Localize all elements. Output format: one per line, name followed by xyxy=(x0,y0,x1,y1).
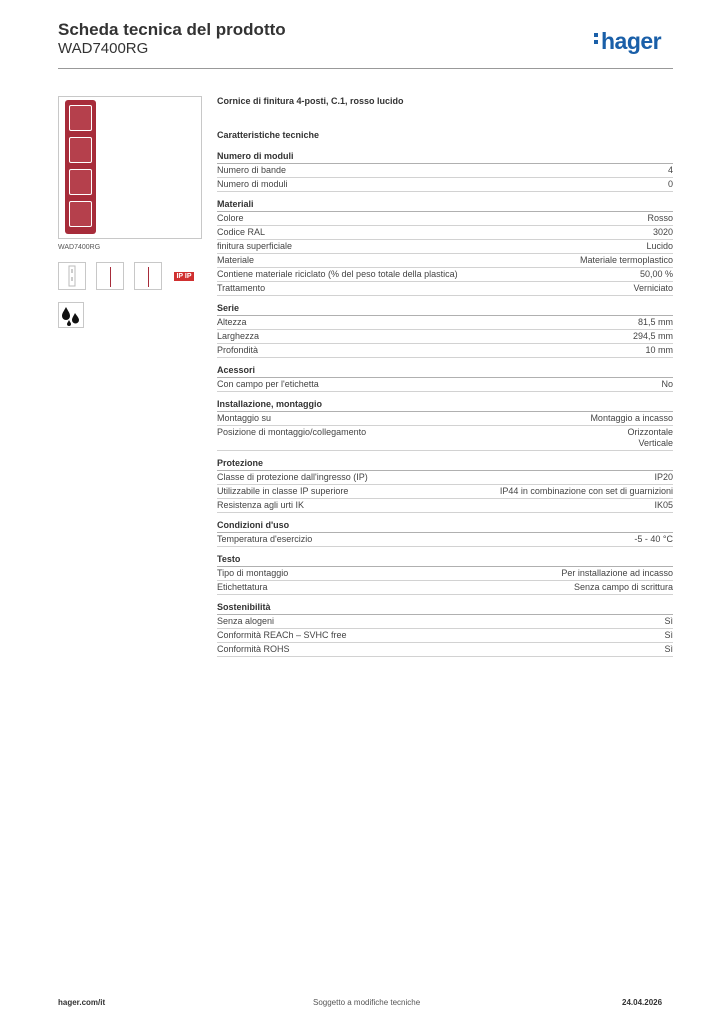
spec-value xyxy=(574,582,673,593)
spec-value xyxy=(500,486,673,497)
spec-value xyxy=(590,413,673,424)
spec-label: Trattamento xyxy=(217,283,266,293)
spec-label: Classe di protezione dall'ingresso (IP) xyxy=(217,472,368,482)
spec-value xyxy=(638,317,673,328)
spec-row xyxy=(217,212,673,226)
spec-section xyxy=(217,553,673,595)
logo-text: hager xyxy=(601,28,662,54)
spec-table xyxy=(217,150,673,663)
spec-value-line: -5 - 40 °C xyxy=(634,534,673,544)
spec-row xyxy=(217,344,673,358)
spec-label: finitura superficiale xyxy=(217,241,293,251)
spec-label: Temperatura d'esercizio xyxy=(217,534,313,544)
spec-value-line: 3020 xyxy=(652,227,673,237)
spec-value xyxy=(646,241,673,252)
footer-website[interactable]: hager.com/it xyxy=(58,998,106,1007)
frame-opening xyxy=(69,169,92,195)
switch-thumb-icon[interactable] xyxy=(58,262,86,290)
spec-value xyxy=(664,644,673,655)
logo-mark-icon xyxy=(594,30,598,47)
frame-opening xyxy=(69,137,92,163)
spec-row xyxy=(217,471,673,485)
spec-label: Numero di bande xyxy=(217,165,287,175)
spec-section xyxy=(217,457,673,513)
spec-value xyxy=(654,472,673,483)
section-heading: Condizioni d'uso xyxy=(217,519,673,533)
spec-value-line: Rosso xyxy=(647,213,673,223)
spec-value xyxy=(664,630,673,641)
spec-value xyxy=(634,534,673,545)
spec-section xyxy=(217,302,673,358)
spec-row xyxy=(217,226,673,240)
spec-label: Codice RAL xyxy=(217,227,266,237)
spec-value xyxy=(653,227,673,238)
spec-label: Materiale xyxy=(217,255,255,265)
spec-value xyxy=(654,500,673,511)
spec-value xyxy=(633,283,673,294)
spec-row xyxy=(217,330,673,344)
spec-section xyxy=(217,150,673,192)
spec-value-line: Senza campo di scrittura xyxy=(573,582,673,592)
spec-row xyxy=(217,268,673,282)
spec-value-line: 10 mm xyxy=(645,345,673,355)
spec-row xyxy=(217,533,673,547)
image-caption: WAD7400RG xyxy=(58,244,101,251)
frame-opening xyxy=(69,201,92,227)
footer-date: 24.04.2026 xyxy=(622,998,663,1007)
spec-row xyxy=(217,378,673,392)
spec-value-line: Sì xyxy=(664,630,673,640)
spec-value-line: 50,00 % xyxy=(639,269,673,279)
spec-value-line: IP44 in combinazione con set di guarnizioni xyxy=(499,486,673,496)
spec-label: Montaggio su xyxy=(217,413,272,423)
section-heading: Acessori xyxy=(217,364,673,378)
spec-label: Contiene materiale riciclato (% del peso totale della plastica) xyxy=(217,269,458,279)
spec-value xyxy=(633,331,673,342)
spec-value xyxy=(661,379,673,390)
spec-label: Conformità REACh – SVHC free xyxy=(217,630,347,640)
spec-row xyxy=(217,581,673,595)
spec-row xyxy=(217,164,673,178)
characteristics-heading: Caratteristiche tecniche xyxy=(217,130,320,140)
spec-value-line: 81,5 mm xyxy=(637,317,673,327)
spec-row xyxy=(217,426,673,451)
spec-label: Numero di moduli xyxy=(217,179,288,189)
spec-value-line: 0 xyxy=(667,179,673,189)
spec-label: Colore xyxy=(217,213,244,223)
spec-value-line: Lucido xyxy=(646,241,673,251)
product-code: WAD7400RG xyxy=(58,40,149,57)
hager-logo xyxy=(594,28,661,55)
spec-row xyxy=(217,178,673,192)
spec-row xyxy=(217,316,673,330)
spec-value-line: 4 xyxy=(667,165,673,175)
spec-row xyxy=(217,567,673,581)
spec-label: Larghezza xyxy=(217,331,260,341)
spec-value-line: Orizzontale xyxy=(627,427,673,437)
spec-value-line: IK05 xyxy=(654,500,673,510)
spec-label: Tipo di montaggio xyxy=(217,568,289,578)
spec-value-line: No xyxy=(661,379,673,389)
spec-row xyxy=(217,412,673,426)
spec-label: Conformità ROHS xyxy=(217,644,290,654)
spec-section xyxy=(217,364,673,392)
section-heading: Sostenibilità xyxy=(217,601,673,615)
spec-section xyxy=(217,198,673,296)
spec-row xyxy=(217,629,673,643)
spec-row xyxy=(217,643,673,657)
spec-label: Posizione di montaggio/collegamento xyxy=(217,427,367,437)
spec-row xyxy=(217,615,673,629)
section-heading: Materiali xyxy=(217,198,673,212)
spec-value xyxy=(640,269,673,280)
section-heading: Serie xyxy=(217,302,673,316)
header-divider xyxy=(58,68,673,69)
spec-section xyxy=(217,398,673,451)
spec-value xyxy=(647,213,673,224)
spec-value xyxy=(561,568,673,579)
spec-row xyxy=(217,485,673,499)
section-heading: Testo xyxy=(217,553,673,567)
spec-value-line: Materiale termoplastico xyxy=(579,255,673,265)
spec-value-line: Sì xyxy=(664,644,673,654)
ip-rating-icon: IP IP xyxy=(174,272,194,281)
frame-side-icon[interactable] xyxy=(96,262,124,290)
spec-value-line: Verniciato xyxy=(633,283,673,293)
spec-label: Utilizzabile in classe IP superiore xyxy=(217,486,349,496)
spec-label: Resistenza agli urti IK xyxy=(217,500,305,510)
spec-value-line: 294,5 mm xyxy=(632,331,673,341)
spec-value xyxy=(580,255,673,266)
frame-side-icon[interactable] xyxy=(134,262,162,290)
spec-label: Profondità xyxy=(217,345,259,355)
spec-label: Con campo per l'etichetta xyxy=(217,379,319,389)
spec-value xyxy=(627,427,673,449)
section-heading: Numero di moduli xyxy=(217,150,673,164)
section-heading: Protezione xyxy=(217,457,673,471)
spec-label: Senza alogeni xyxy=(217,616,275,626)
frame-illustration xyxy=(65,100,96,234)
spec-value xyxy=(645,345,673,356)
spec-value-line: Montaggio a incasso xyxy=(590,413,673,423)
product-image xyxy=(58,96,202,239)
footer-note: Soggetto a modifiche tecniche xyxy=(313,998,421,1007)
spec-section xyxy=(217,519,673,547)
spec-row xyxy=(217,282,673,296)
product-description: Cornice di finitura 4-posti, C.1, rosso lucido xyxy=(217,96,404,106)
spec-value-line: IP20 xyxy=(654,472,673,482)
spec-row xyxy=(217,254,673,268)
spec-row xyxy=(217,499,673,513)
spec-value xyxy=(668,179,673,190)
spec-section xyxy=(217,601,673,657)
spec-value xyxy=(664,616,673,627)
page-title: Scheda tecnica del prodotto xyxy=(58,20,286,39)
frame-opening xyxy=(69,105,92,131)
section-heading: Installazione, montaggio xyxy=(217,398,673,412)
water-drops-icon xyxy=(58,302,84,328)
spec-label: Altezza xyxy=(217,317,247,327)
spec-value-line: Sì xyxy=(664,616,673,626)
spec-value-line: Per installazione ad incasso xyxy=(561,568,673,578)
spec-value-line: Verticale xyxy=(638,438,673,448)
spec-label: Etichettatura xyxy=(217,582,268,592)
spec-value xyxy=(668,165,673,176)
spec-row xyxy=(217,240,673,254)
